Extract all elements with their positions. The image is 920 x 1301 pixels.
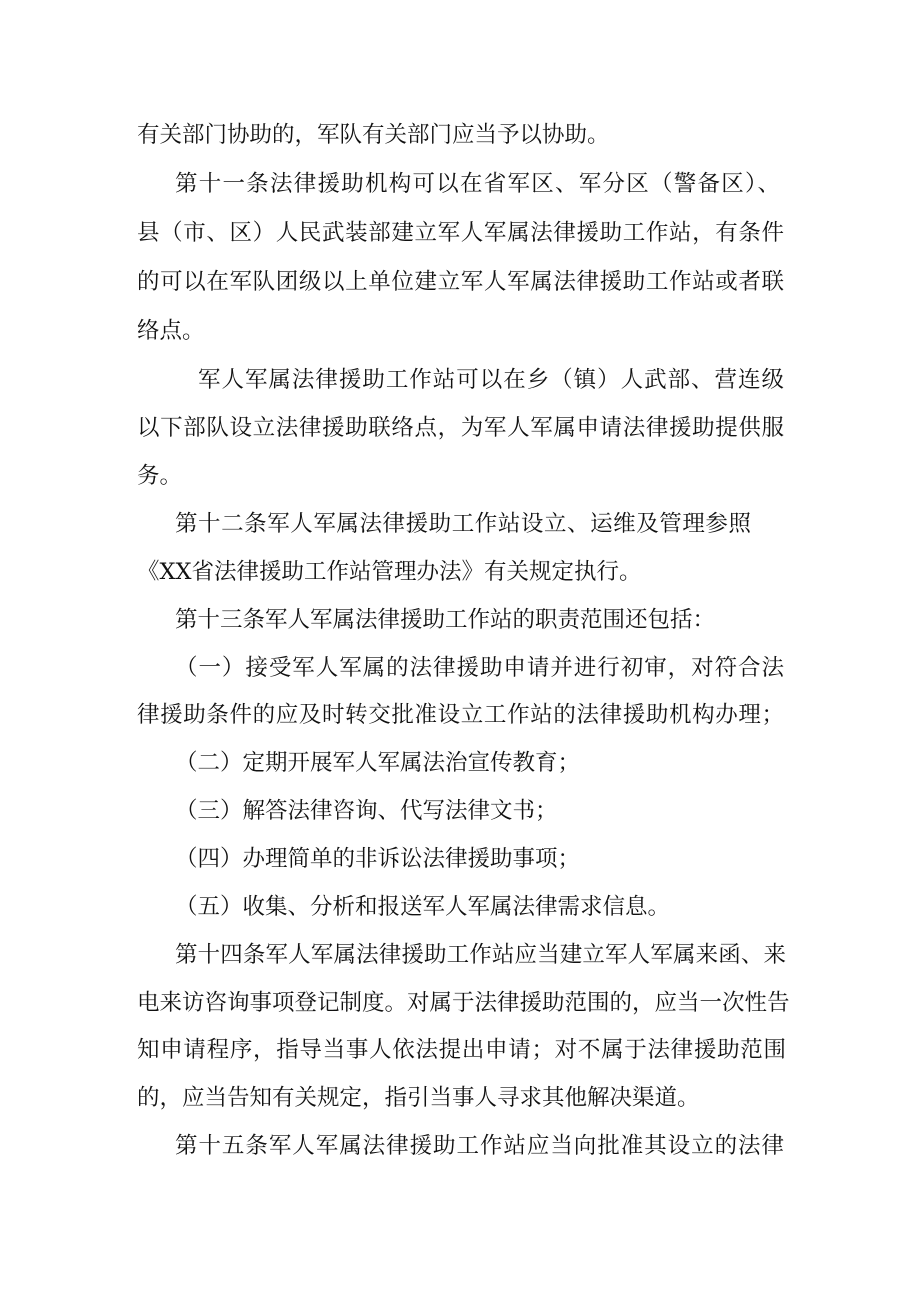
text-line-6: 军人军属法律援助工作站可以在乡（镇）人武部、营连级 xyxy=(198,367,784,393)
text-line-21: 的，应当告知有关规定，指引当事人寻求其他解决渠道。 xyxy=(137,1085,700,1111)
text-line-10: 《XX省法律援助工作站管理办法》有关规定执行。 xyxy=(137,559,642,585)
text-line-8: 务。 xyxy=(137,463,183,489)
text-line-14: （二）定期开展军人军属法治宣传教育； xyxy=(175,750,581,776)
text-line-16: （四）办理简单的非诉讼法律援助事项； xyxy=(175,846,581,872)
text-line-15: （三）解答法律咨询、代写法律文书； xyxy=(175,798,558,824)
text-line-13: 律援助条件的应及时转交批准设立工作站的法律援助机构办理； xyxy=(137,702,784,728)
text-line-4: 的可以在军队团级以上单位建立军人军属法律援助工作站或者联 xyxy=(137,269,784,295)
text-line-1: 有关部门协助的，军队有关部门应当予以协助。 xyxy=(137,122,610,148)
text-line-18: 第十四条军人军属法律援助工作站应当建立军人军属来函、来 xyxy=(175,942,786,968)
text-line-17: （五）收集、分析和报送军人军属法律需求信息。 xyxy=(175,894,671,920)
text-line-3: 县（市、区）人民武装部建立军人军属法律援助工作站，有条件 xyxy=(137,220,784,246)
text-line-22: 第十五条军人军属法律援助工作站应当向批准其设立的法律 xyxy=(175,1133,784,1159)
text-line-5: 络点。 xyxy=(137,318,205,344)
text-line-20: 知申请程序，指导当事人依法提出申请；对不属于法律援助范围 xyxy=(137,1037,786,1063)
text-line-19: 电来访咨询事项登记制度。对属于法律援助范围的，应当一次性告 xyxy=(137,990,790,1016)
text-line-12: （一）接受军人军属的法律援助申请并进行初审，对符合法 xyxy=(175,655,784,681)
text-line-2: 第十一条法律援助机构可以在省军区、军分区（警备区）、 xyxy=(175,171,780,197)
text-line-11: 第十三条军人军属法律援助工作站的职责范围还包括： xyxy=(175,607,716,633)
text-line-9: 第十二条军人军属法律援助工作站设立、运维及管理参照 xyxy=(175,511,751,537)
text-line-7: 以下部队设立法律援助联络点，为军人军属申请法律援助提供服 xyxy=(137,415,784,441)
